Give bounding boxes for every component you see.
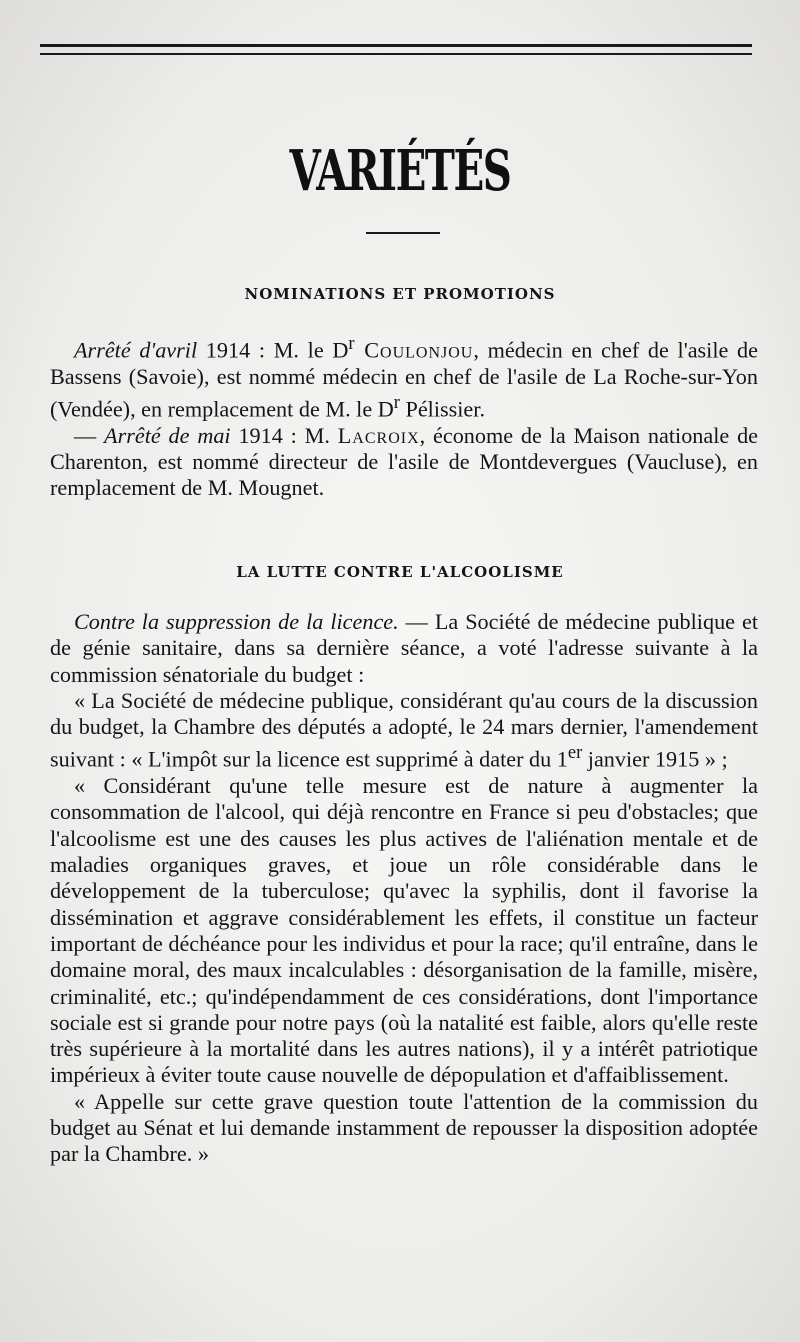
paragraph-arrete-avril: Arrêté d'avril 1914 : M. le $D^r$ Coulonjou, médecin en chef de l'asile de Bassens (Savoie), est nommé médecin en chef de l'asile de La Roche-sur-Yon (Vendée), en remplacement de M. le $D^r$ Pélissier. — [50, 334, 758, 422]
paragraph-appelle: « Appelle sur cette grave question toute l'attention de la commission du budget au Sénat et lui demande instamment de repousser la disposition adoptée par la Chambre. » — [50, 1088, 758, 1167]
nominations-text — [50, 331, 758, 502]
header-rule-thick — [40, 44, 752, 47]
paragraph-licence: Contre la suppression de la licence. — La Société de médecine publique et de génie sanitaire, dans sa dernière séance, a voté l'adresse suivante à la commission sénatoriale du budget : — [50, 609, 758, 687]
paragraph-considerant-1: « La Société de médecine publique, considérant qu'au cours de la discussion du budget, la Chambre des députés a adopté, le 24 mars dernier, l'amendement suivant : « L'impôt sur la licence est supprimé à dater du 1er janvier 1915 » ; — [50, 687, 758, 772]
title-underline — [366, 232, 440, 234]
alcoolisme-text — [50, 609, 758, 1168]
heading-alcoolisme: LA LUTTE CONTRE L'ALCOOLISME — [236, 563, 564, 581]
paragraph-arrete-mai: — Arrêté de mai 1914 : M. Lacroix, économe de la Maison nationale de Charenton, est nommé directeur de l'asile de Montdevergues (Vaucluse), en remplacement de M. Mougnet. — [50, 422, 759, 501]
section-title: VARIÉTÉS — [289, 138, 511, 204]
heading-nominations: NOMINATIONS ET PROMOTIONS — [244, 285, 556, 303]
header-rule-thin — [40, 53, 752, 55]
paragraph-considerant-2: « Considérant qu'une telle mesure est de nature à augmenter la consommation de l'alcool, qui déjà rencontre en France si peu d'obstacles; que l'alcoolisme est une des causes les plus actives de l'aliénation mentale et de maladies organiques graves, et joue un rôle considérable dans le développement de la tuberculose; qu'avec la syphilis, dont il favorise la dissémination et aggrave considérablement les effets, il constitue un facteur important de déchéance pour les individus et pour la race; qu'il entraîne, dans le domaine moral, des maux incalculables : désorganisation de la famille, misère, criminalité, etc.; qu'indépendamment de ces considérations, dont l'importance sociale est si grande pour notre pays (où la natalité est faible, alors qu'elle reste très supérieure à la mortalité dans les autres nations), il y a intérêt patriotique impérieux à éviter toute cause nouvelle de dépopulation et d'affaiblissement. — [50, 773, 758, 1088]
